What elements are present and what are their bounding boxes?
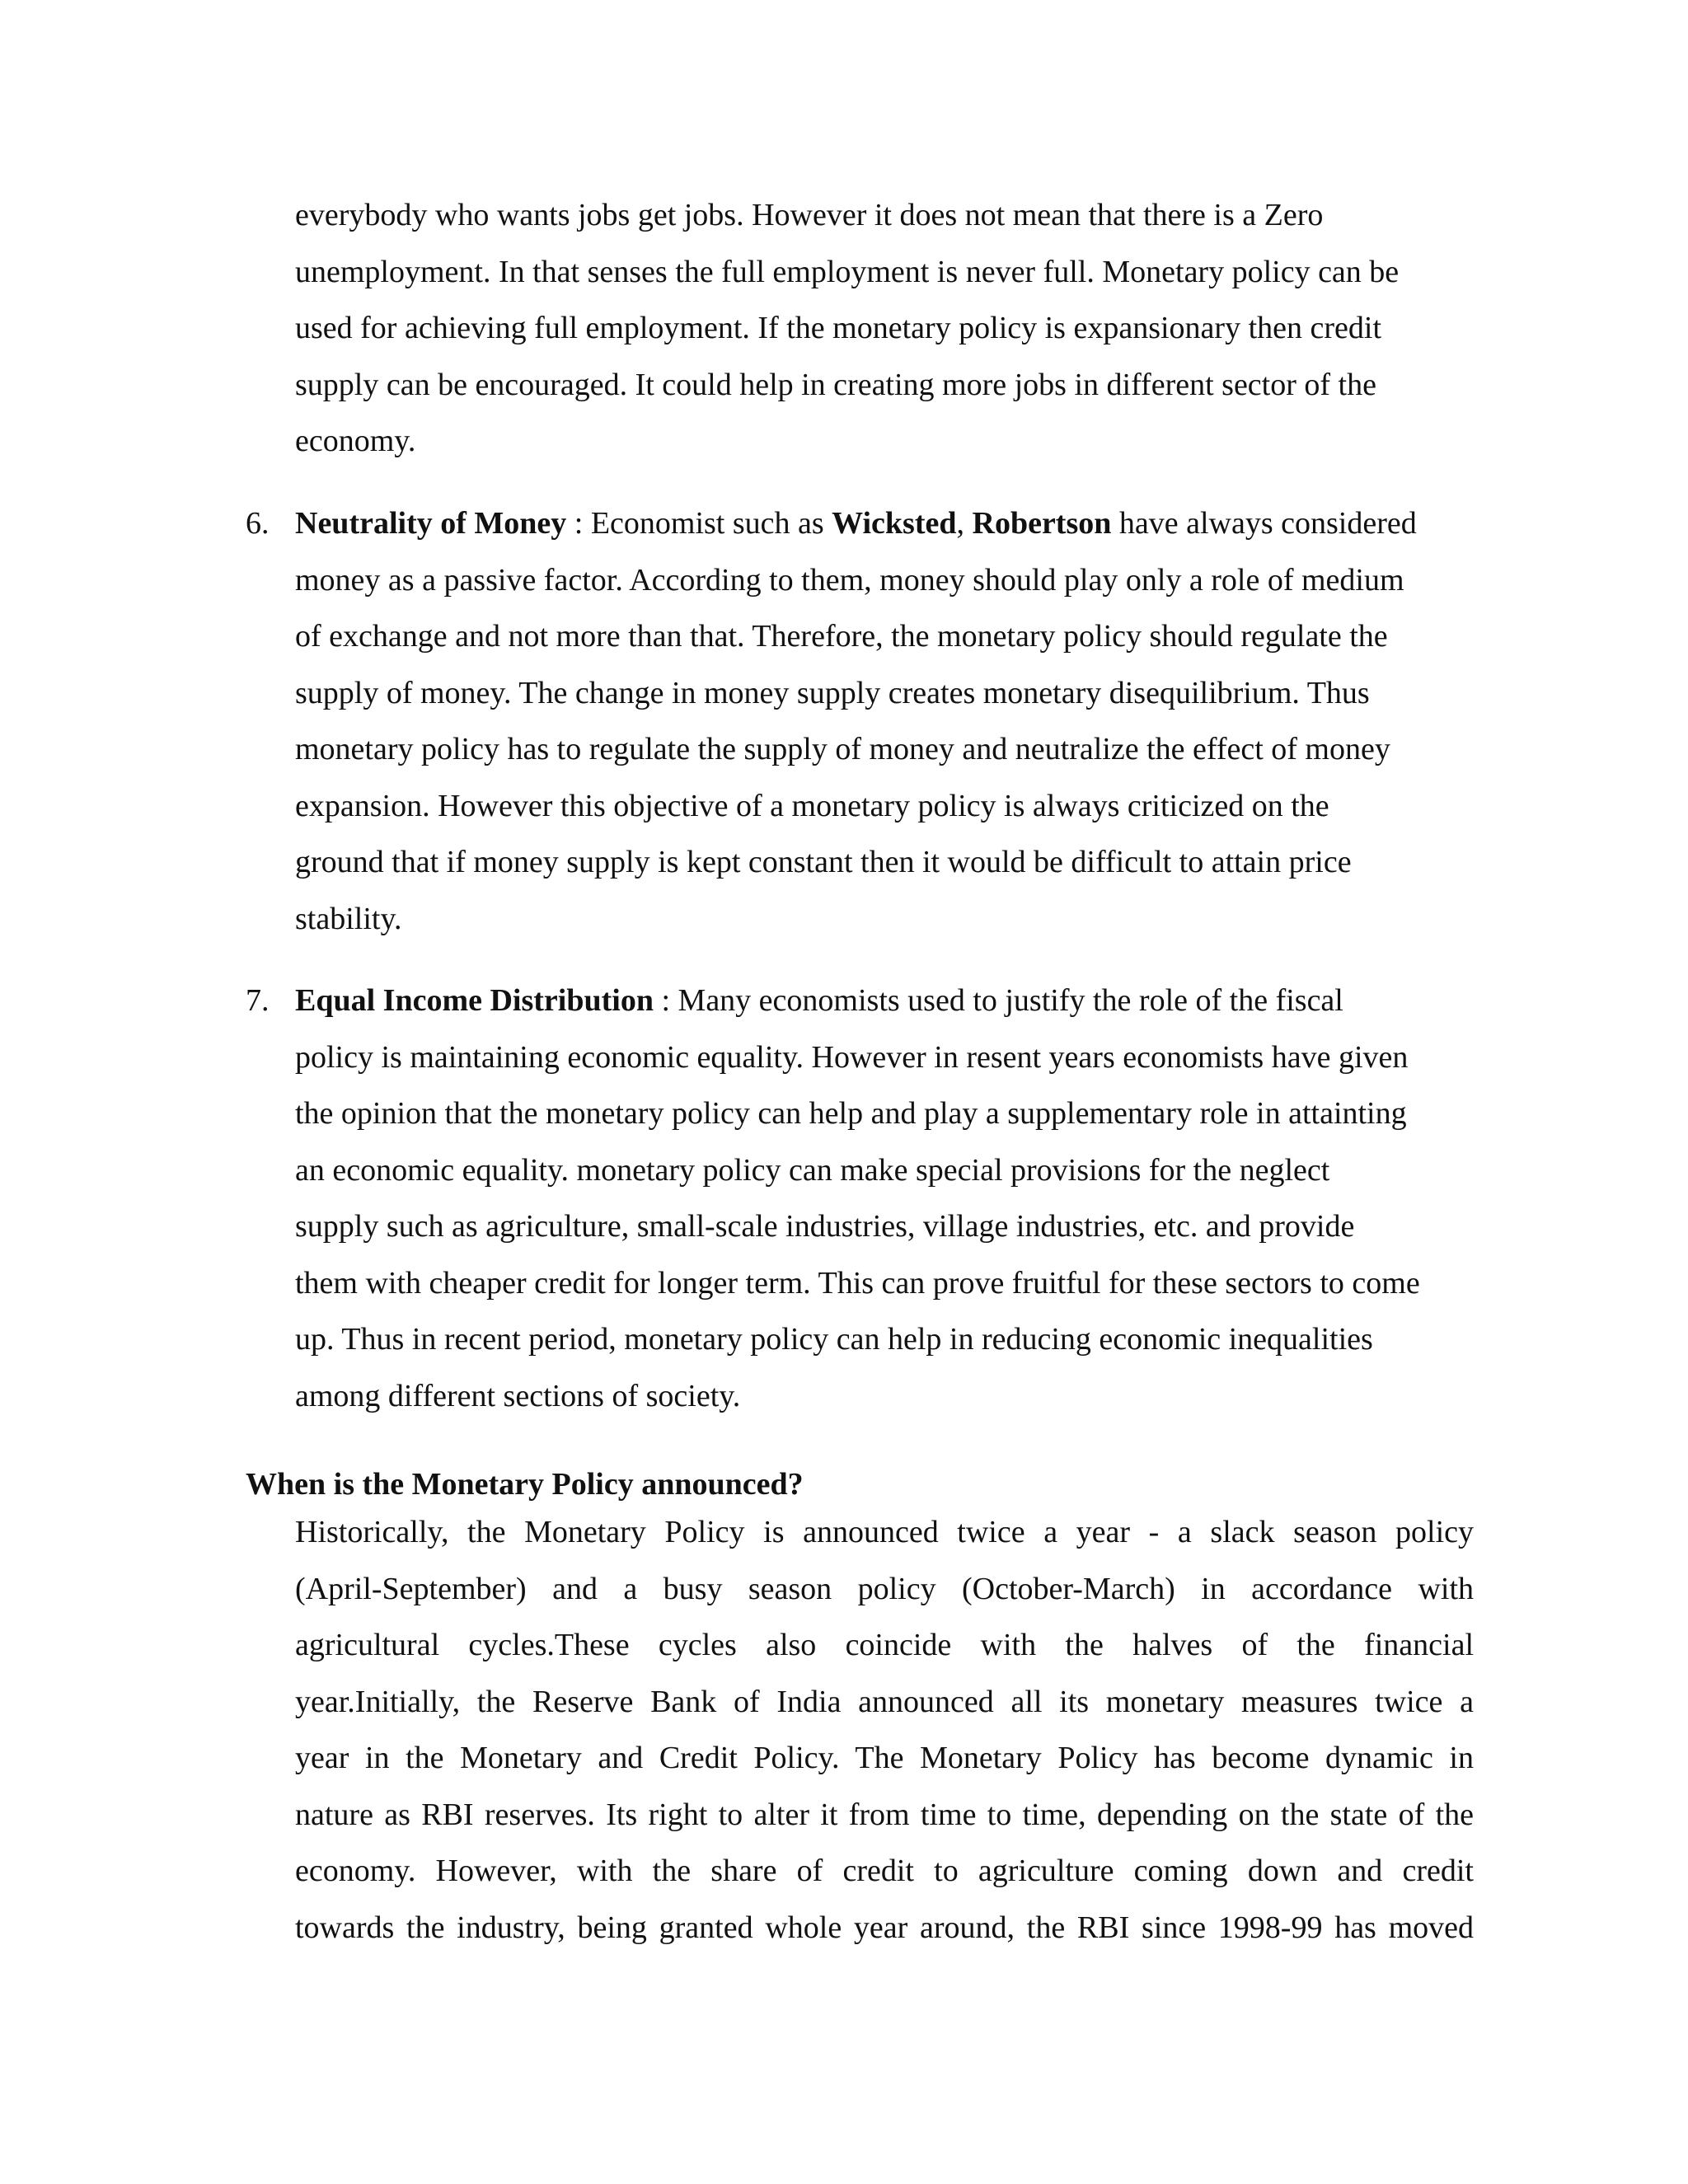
text-line: policy is maintaining economic equality. However in resent years economists have given xyxy=(295,1039,1409,1075)
text-line xyxy=(295,972,1474,1029)
text-line: towards the industry, being granted whole year around, the RBI since 1998-99 has moved xyxy=(295,1910,1474,1945)
text-line: them with cheaper credit for longer term. This can prove fruitful for these sectors to come xyxy=(295,1265,1420,1301)
text-line: an economic equality. monetary policy can make special provisions for the neglect xyxy=(295,1152,1330,1188)
continuation-paragraph xyxy=(295,187,1474,470)
text-line: money as a passive factor. According to them, money should play only a role of medium xyxy=(295,562,1404,598)
text-line: up. Thus in recent period, monetary policy can help in reducing economic inequalities xyxy=(295,1322,1373,1357)
text-line: supply of money. The change in money supply creates monetary disequilibrium. Thus xyxy=(295,675,1370,710)
text-segment: have always considered xyxy=(1111,506,1417,541)
text-line: used for achieving full employment. If the monetary policy is expansionary then credit xyxy=(295,311,1381,345)
text-line: monetary policy has to regulate the supply of money and neutralize the effect of money xyxy=(295,732,1390,766)
section-paragraph xyxy=(295,1504,1474,1956)
text-line: stability. xyxy=(295,901,402,936)
text-line: expansion. However this objective of a monetary policy is always criticized on the xyxy=(295,788,1329,823)
term-heading: Neutrality of Money xyxy=(295,506,567,541)
text-line: agricultural cycles.These cycles also coincide with the halves of the financial xyxy=(295,1628,1474,1662)
text-segment: : Many economists used to justify the role of the fiscal xyxy=(653,983,1343,1018)
text-line: year.Initially, the Reserve Bank of India announced all its monetary measures twice a xyxy=(295,1684,1474,1719)
text-line: among different sections of society. xyxy=(295,1378,741,1413)
text-segment: , xyxy=(956,506,973,541)
text-line: economy. However, with the share of credit to agriculture coming down and credit xyxy=(295,1854,1474,1888)
section-heading: When is the Monetary Policy announced? xyxy=(246,1467,804,1502)
text-line: nature as RBI reserves. Its right to alter it from time to time, depending on the state of the xyxy=(295,1797,1474,1832)
text-line: year in the Monetary and Credit Policy. The Monetary Policy has become dynamic in xyxy=(295,1741,1474,1775)
text-line: Historically, the Monetary Policy is announced twice a year - a slack season policy xyxy=(295,1515,1474,1549)
text-line: the opinion that the monetary policy can help and play a supplementary role in attainting xyxy=(295,1096,1407,1131)
list-item-body xyxy=(295,495,1474,947)
term-heading: Equal Income Distribution xyxy=(295,983,654,1018)
text-line xyxy=(295,495,1474,552)
list-number: 7. xyxy=(246,983,270,1018)
text-line: (April-September) and a busy season policy (October-March) in accordance with xyxy=(295,1571,1474,1606)
text-line: economy. xyxy=(295,424,416,458)
text-line: supply can be encouraged. It could help in creating more jobs in different sector of the xyxy=(295,367,1376,402)
economist-name: Robertson xyxy=(972,506,1112,541)
text-line: supply such as agriculture, small-scale industries, village industries, etc. and provide xyxy=(295,1209,1355,1244)
list-number: 6. xyxy=(246,506,270,541)
economist-name: Wicksted xyxy=(832,506,957,541)
list-item-body xyxy=(295,972,1474,1424)
text-line: ground that if money supply is kept constant then it would be difficult to attain price xyxy=(295,845,1352,879)
text-line: everybody who wants jobs get jobs. However it does not mean that there is a Zero xyxy=(295,198,1324,232)
text-line: unemployment. In that senses the full employment is never full. Monetary policy can be xyxy=(295,254,1400,289)
text-segment: : Economist such as xyxy=(566,506,832,541)
text-line: of exchange and not more than that. Therefore, the monetary policy should regulate the xyxy=(295,619,1388,654)
